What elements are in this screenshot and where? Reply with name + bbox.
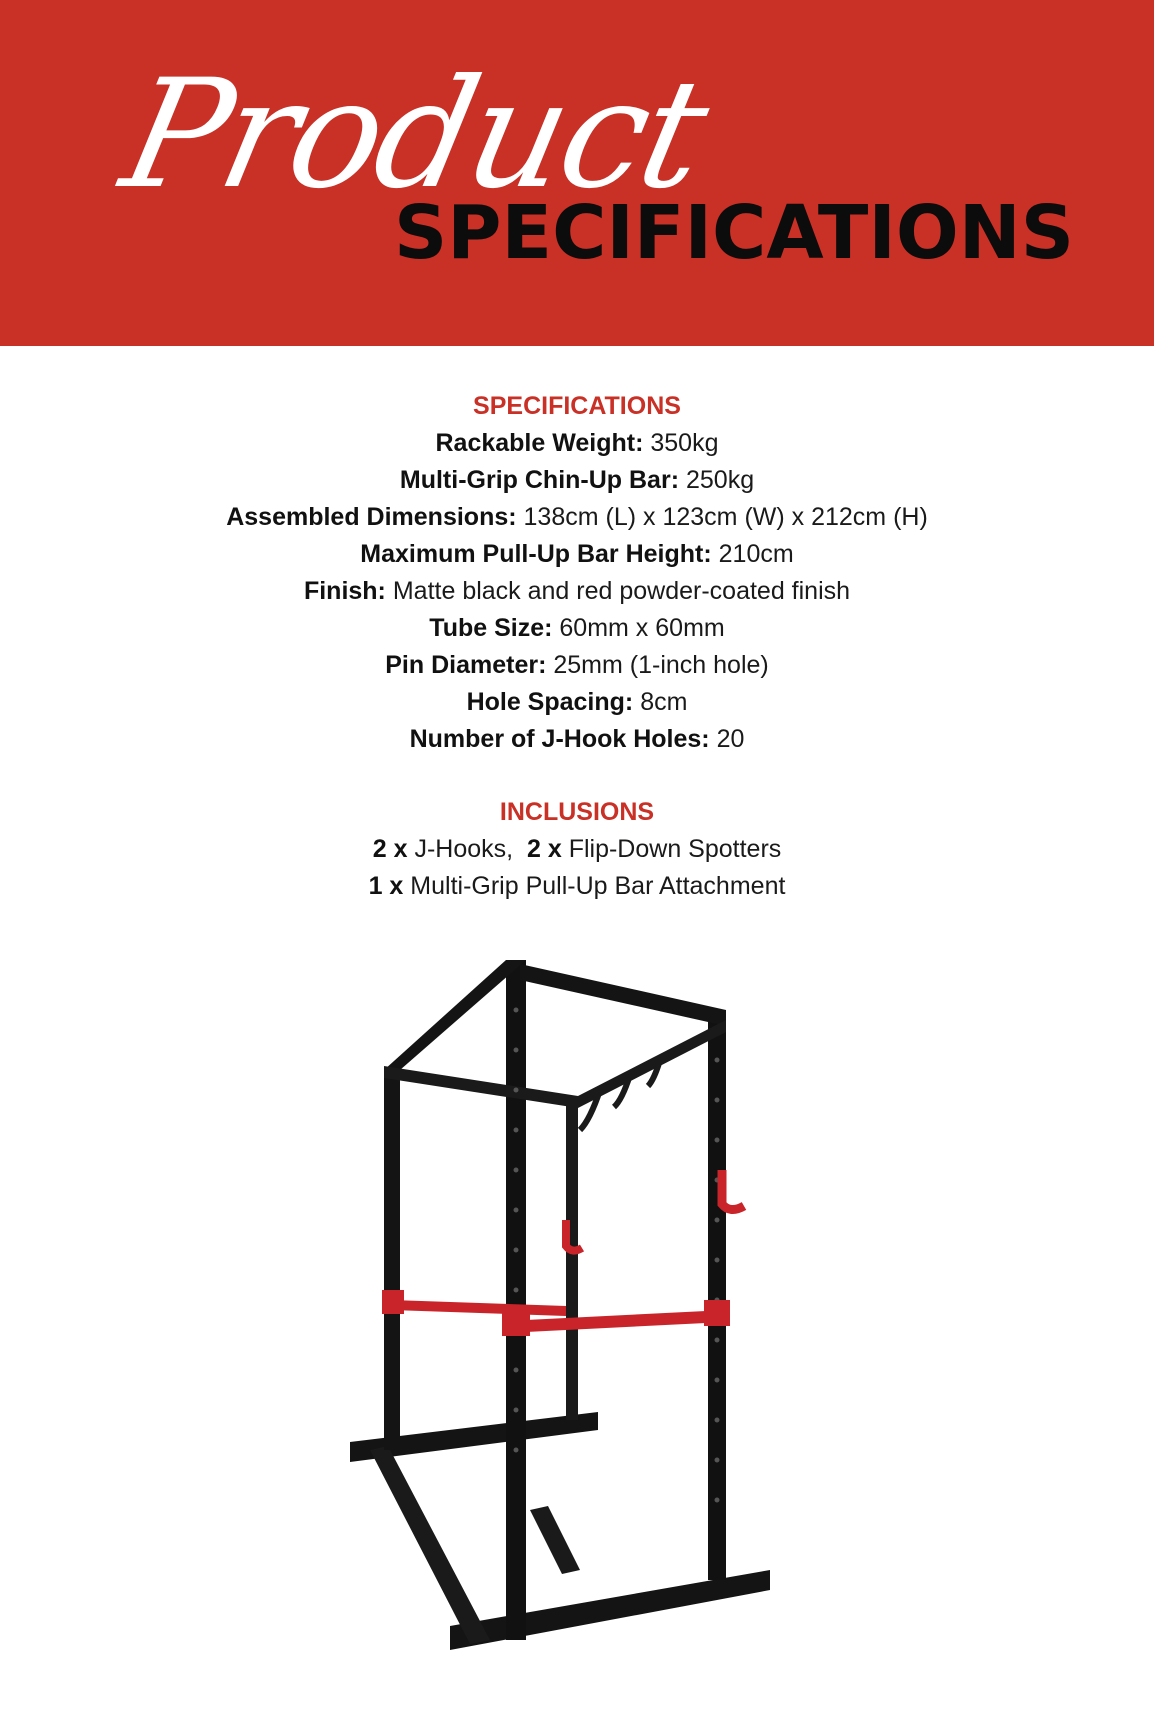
inclusion-row	[0, 868, 1154, 905]
spec-value: 250kg	[685, 466, 755, 494]
spec-row	[0, 573, 1154, 610]
spec-label: Assembled Dimensions:	[226, 503, 517, 531]
spec-value: 138cm (L) x 123cm (W) x 212cm (H)	[523, 503, 928, 531]
spec-label: Maximum Pull-Up Bar Height:	[360, 540, 712, 568]
spec-row	[0, 425, 1154, 462]
spec-section	[0, 388, 1154, 905]
inclusion-qty: 2 x	[526, 835, 562, 863]
spec-label: Finish:	[303, 577, 386, 605]
section-gap	[0, 758, 1154, 794]
spec-label: Hole Spacing:	[466, 688, 634, 716]
specifications-heading: SPECIFICATIONS	[473, 392, 681, 420]
inclusion-qty: 2 x	[372, 835, 408, 863]
power-rack-illustration	[330, 950, 800, 1690]
inclusion-item: Flip-Down Spotters	[568, 835, 782, 863]
spec-label: Pin Diameter:	[385, 651, 547, 679]
spec-value: Matte black and red powder-coated finish	[392, 577, 851, 605]
spec-row	[0, 647, 1154, 684]
header-banner	[0, 0, 1154, 346]
inclusion-qty: 1 x	[368, 872, 404, 900]
spec-label: Rackable Weight:	[435, 429, 644, 457]
spec-label: Multi-Grip Chin-Up Bar:	[399, 466, 680, 494]
spec-value: 210cm	[718, 540, 794, 568]
spec-row	[0, 721, 1154, 758]
spec-row	[0, 462, 1154, 499]
spec-value: 350kg	[650, 429, 719, 457]
spec-value: 25mm (1-inch hole)	[553, 651, 769, 679]
power-rack-image	[330, 950, 800, 1690]
spec-row	[0, 610, 1154, 647]
script-title: Product	[109, 48, 719, 222]
spec-row	[0, 684, 1154, 721]
spec-row	[0, 499, 1154, 536]
inclusion-row	[0, 831, 1154, 868]
spec-row	[0, 536, 1154, 573]
spec-value: 8cm	[640, 688, 688, 716]
inclusion-item: J-Hooks,	[414, 835, 514, 863]
spec-label: Number of J-Hook Holes:	[409, 725, 710, 753]
spec-label: Tube Size:	[429, 614, 553, 642]
spec-value: 60mm x 60mm	[559, 614, 725, 642]
inclusion-item: Multi-Grip Pull-Up Bar Attachment	[410, 872, 786, 900]
spec-value: 20	[716, 725, 745, 753]
block-title: SPECIFICATIONS	[394, 190, 1074, 276]
inclusions-heading: INCLUSIONS	[499, 798, 655, 826]
